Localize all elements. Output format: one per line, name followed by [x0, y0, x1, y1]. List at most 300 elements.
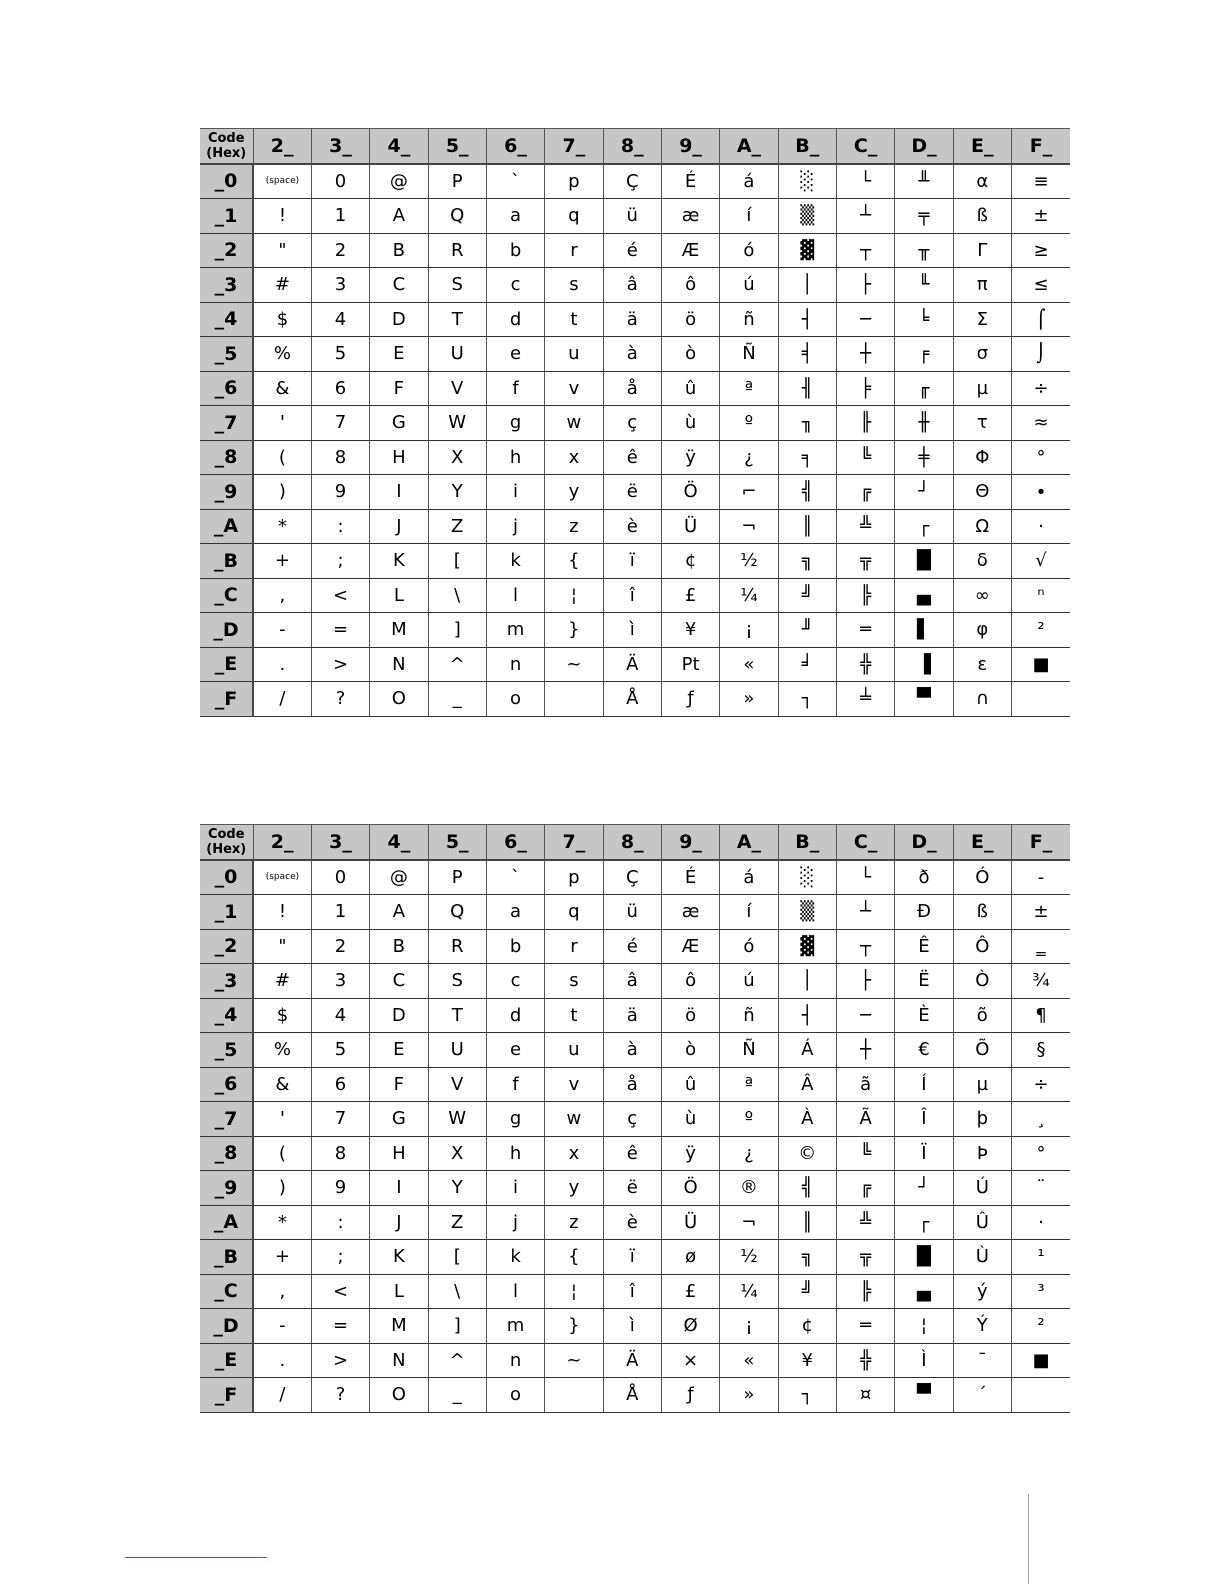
char-cell: d — [486, 998, 544, 1033]
char-cell: ¶ — [1011, 998, 1070, 1033]
char-cell: c — [486, 964, 544, 999]
char-cell: ╓ — [895, 371, 953, 406]
char-cell: . — [253, 647, 311, 682]
char-cell: X — [428, 440, 486, 475]
char-cell: u — [545, 1033, 603, 1068]
char-cell: ∙ — [1011, 475, 1070, 510]
char-cell: þ — [953, 1102, 1011, 1137]
char-cell: o — [486, 1378, 544, 1413]
char-cell: ╔ — [836, 475, 894, 510]
char-cell: & — [253, 371, 311, 406]
char-cell: $ — [253, 302, 311, 337]
code-page-table-1 — [200, 128, 1070, 717]
char-cell: ╡ — [778, 337, 836, 372]
char-cell: & — [253, 1067, 311, 1102]
char-cell: » — [720, 682, 778, 717]
char-cell: e — [486, 1033, 544, 1068]
char-cell: [ — [428, 1240, 486, 1275]
char-cell: ª — [720, 371, 778, 406]
char-cell: ╬ — [836, 1343, 894, 1378]
char-cell: q — [545, 199, 603, 234]
char-cell: g — [486, 406, 544, 441]
char-cell: 8 — [311, 1136, 369, 1171]
char-cell: k — [486, 1240, 544, 1275]
char-cell: ' — [253, 406, 311, 441]
char-cell: I — [370, 475, 428, 510]
char-cell: î — [603, 1274, 661, 1309]
char-cell: R — [428, 233, 486, 268]
char-cell: ╩ — [836, 509, 894, 544]
table-row — [200, 964, 1070, 999]
column-header: 6_ — [486, 129, 544, 164]
char-cell: δ — [953, 544, 1011, 579]
char-cell: C — [370, 964, 428, 999]
char-cell: ▓ — [778, 929, 836, 964]
char-cell: ╠ — [836, 578, 894, 613]
char-cell: L — [370, 578, 428, 613]
char-cell: Ô — [953, 929, 1011, 964]
char-cell: ║ — [778, 1205, 836, 1240]
char-cell: e — [486, 337, 544, 372]
char-cell: x — [545, 440, 603, 475]
table-row — [200, 544, 1070, 579]
char-cell: ¼ — [720, 1274, 778, 1309]
row-header: _8 — [200, 440, 253, 475]
row-header: _9 — [200, 1171, 253, 1206]
row-header: _E — [200, 647, 253, 682]
char-cell: ú — [720, 268, 778, 303]
char-cell: â — [603, 268, 661, 303]
char-cell: # — [253, 964, 311, 999]
char-cell: Î — [895, 1102, 953, 1137]
char-cell: H — [370, 1136, 428, 1171]
table-row — [200, 1343, 1070, 1378]
char-cell: µ — [953, 371, 1011, 406]
char-cell: Å — [603, 1378, 661, 1413]
char-cell: b — [486, 929, 544, 964]
char-cell: Æ — [661, 929, 719, 964]
column-header: C_ — [836, 129, 894, 164]
char-cell — [1011, 682, 1070, 717]
table-row — [200, 1240, 1070, 1275]
char-cell: ; — [311, 1240, 369, 1275]
row-header: _7 — [200, 1102, 253, 1137]
char-cell: f — [486, 1067, 544, 1102]
table-row — [200, 440, 1070, 475]
char-cell: * — [253, 1205, 311, 1240]
char-cell: ÿ — [661, 440, 719, 475]
char-cell: Ø — [661, 1309, 719, 1344]
char-cell: 3 — [311, 964, 369, 999]
char-cell: # — [253, 268, 311, 303]
char-cell: ä — [603, 302, 661, 337]
char-cell: ╧ — [836, 682, 894, 717]
char-cell: ù — [661, 1102, 719, 1137]
char-cell: ≥ — [1011, 233, 1070, 268]
char-cell: ╛ — [778, 647, 836, 682]
char-cell: ▀ — [895, 682, 953, 717]
char-cell: ▄ — [895, 578, 953, 613]
char-cell: ─ — [836, 302, 894, 337]
char-cell: ≤ — [1011, 268, 1070, 303]
char-cell: ) — [253, 475, 311, 510]
table-row — [200, 475, 1070, 510]
char-cell: ▌ — [895, 613, 953, 648]
char-cell: α — [953, 164, 1011, 199]
char-cell: @ — [370, 164, 428, 199]
char-cell: ó — [720, 233, 778, 268]
char-cell — [1011, 1378, 1070, 1413]
table-row — [200, 302, 1070, 337]
char-cell: p — [545, 860, 603, 895]
char-cell: ╖ — [778, 406, 836, 441]
char-cell: ═ — [836, 1309, 894, 1344]
char-cell: â — [603, 964, 661, 999]
row-header: _1 — [200, 199, 253, 234]
char-cell: k — [486, 544, 544, 579]
char-cell: ² — [1011, 613, 1070, 648]
char-cell: ë — [603, 1171, 661, 1206]
char-cell: é — [603, 929, 661, 964]
char-cell: Ç — [603, 164, 661, 199]
char-cell: ê — [603, 440, 661, 475]
char-cell: K — [370, 544, 428, 579]
char-cell: ¦ — [545, 578, 603, 613]
char-cell: \ — [428, 578, 486, 613]
char-cell: s — [545, 268, 603, 303]
char-cell: ¾ — [1011, 964, 1070, 999]
char-cell: ½ — [720, 1240, 778, 1275]
char-cell: E — [370, 337, 428, 372]
char-cell: │ — [778, 268, 836, 303]
char-cell: Ñ — [720, 337, 778, 372]
char-cell: ¬ — [720, 509, 778, 544]
char-cell: { — [545, 1240, 603, 1275]
char-cell: £ — [661, 1274, 719, 1309]
char-cell: å — [603, 1067, 661, 1102]
char-cell: ð — [895, 860, 953, 895]
char-cell: > — [311, 1343, 369, 1378]
char-cell: J — [370, 509, 428, 544]
char-cell — [545, 1378, 603, 1413]
char-cell: O — [370, 682, 428, 717]
char-cell: ( — [253, 1136, 311, 1171]
char-cell: ä — [603, 998, 661, 1033]
char-cell: á — [720, 164, 778, 199]
char-cell: v — [545, 1067, 603, 1102]
char-cell: W — [428, 406, 486, 441]
char-cell: A — [370, 199, 428, 234]
char-cell: ¥ — [661, 613, 719, 648]
char-cell: 3 — [311, 268, 369, 303]
char-cell: ╨ — [895, 164, 953, 199]
char-cell: × — [661, 1343, 719, 1378]
char-cell: à — [603, 1033, 661, 1068]
char-cell: τ — [953, 406, 1011, 441]
char-cell: ╝ — [778, 1274, 836, 1309]
column-header: 7_ — [545, 129, 603, 164]
char-cell: ■ — [1011, 647, 1070, 682]
char-cell: È — [895, 998, 953, 1033]
char-cell: ± — [1011, 895, 1070, 930]
char-cell: m — [486, 1309, 544, 1344]
column-header: 8_ — [603, 129, 661, 164]
char-cell: Å — [603, 682, 661, 717]
char-cell: é — [603, 233, 661, 268]
char-cell: ╜ — [778, 613, 836, 648]
char-cell: ¨ — [1011, 1171, 1070, 1206]
header-row — [200, 825, 1070, 860]
char-cell: g — [486, 1102, 544, 1137]
row-header: _F — [200, 682, 253, 717]
table-row — [200, 1102, 1070, 1137]
table-row — [200, 1136, 1070, 1171]
char-cell: w — [545, 1102, 603, 1137]
char-cell: ─ — [836, 998, 894, 1033]
char-cell — [545, 682, 603, 717]
char-cell: ■ — [1011, 1343, 1070, 1378]
char-cell: % — [253, 337, 311, 372]
char-cell: ( — [253, 440, 311, 475]
char-cell: ù — [661, 406, 719, 441]
char-cell: C — [370, 268, 428, 303]
table-row — [200, 613, 1070, 648]
char-cell: ÷ — [1011, 1067, 1070, 1102]
char-cell: ~ — [545, 1343, 603, 1378]
char-cell: ¤ — [836, 1378, 894, 1413]
char-cell: / — [253, 682, 311, 717]
char-cell: A — [370, 895, 428, 930]
char-cell: , — [253, 578, 311, 613]
char-cell: φ — [953, 613, 1011, 648]
char-cell: ‗ — [1011, 929, 1070, 964]
char-cell: ñ — [720, 998, 778, 1033]
char-cell: p — [545, 164, 603, 199]
char-cell: Í — [895, 1067, 953, 1102]
table-row — [200, 682, 1070, 717]
char-cell: Z — [428, 509, 486, 544]
char-cell: $ — [253, 998, 311, 1033]
margin-rule — [1028, 1494, 1029, 1584]
char-cell: , — [253, 1274, 311, 1309]
char-cell: ∩ — [953, 682, 1011, 717]
row-header: _E — [200, 1343, 253, 1378]
char-cell: µ — [953, 1067, 1011, 1102]
char-cell: ╦ — [836, 544, 894, 579]
char-cell: Ë — [895, 964, 953, 999]
char-cell: ┘ — [895, 1171, 953, 1206]
char-cell: _ — [428, 682, 486, 717]
char-cell: ý — [953, 1274, 1011, 1309]
char-cell: í — [720, 199, 778, 234]
char-cell: : — [311, 1205, 369, 1240]
char-cell: ⁿ — [1011, 578, 1070, 613]
char-cell: 5 — [311, 337, 369, 372]
footnote-rule — [125, 1557, 267, 1558]
char-cell: s — [545, 964, 603, 999]
char-cell: ╘ — [895, 302, 953, 337]
char-cell: z — [545, 509, 603, 544]
char-cell: [ — [428, 544, 486, 579]
char-cell: █ — [895, 1240, 953, 1275]
char-cell: - — [1011, 860, 1070, 895]
char-cell: ñ — [720, 302, 778, 337]
char-cell: ± — [1011, 199, 1070, 234]
char-cell: ] — [428, 1309, 486, 1344]
char-cell: ; — [311, 544, 369, 579]
char-cell: Σ — [953, 302, 1011, 337]
row-header: _5 — [200, 337, 253, 372]
char-cell: § — [1011, 1033, 1070, 1068]
char-cell: ` — [486, 860, 544, 895]
column-header: B_ — [778, 129, 836, 164]
char-cell: ô — [661, 268, 719, 303]
char-cell: Ñ — [720, 1033, 778, 1068]
char-cell: Φ — [953, 440, 1011, 475]
table-body — [200, 860, 1070, 1413]
char-cell: v — [545, 371, 603, 406]
char-cell: ╫ — [895, 406, 953, 441]
char-cell: 1 — [311, 895, 369, 930]
char-cell: Ö — [661, 1171, 719, 1206]
char-cell: / — [253, 1378, 311, 1413]
row-header: _0 — [200, 860, 253, 895]
char-cell: ¹ — [1011, 1240, 1070, 1275]
column-header: 5_ — [428, 129, 486, 164]
char-cell: ö — [661, 998, 719, 1033]
row-header: _8 — [200, 1136, 253, 1171]
char-cell: U — [428, 1033, 486, 1068]
char-cell: ï — [603, 1240, 661, 1275]
char-cell: (space) — [253, 164, 311, 199]
char-cell: │ — [778, 964, 836, 999]
char-cell: 1 — [311, 199, 369, 234]
row-header: _5 — [200, 1033, 253, 1068]
column-header: 4_ — [370, 825, 428, 860]
char-cell: ╗ — [778, 1240, 836, 1275]
char-cell: j — [486, 1205, 544, 1240]
char-cell: è — [603, 1205, 661, 1240]
char-cell: £ — [661, 578, 719, 613]
char-cell: f — [486, 371, 544, 406]
char-cell: ® — [720, 1171, 778, 1206]
char-cell: ê — [603, 1136, 661, 1171]
char-cell: ▒ — [778, 199, 836, 234]
char-cell: ╣ — [778, 475, 836, 510]
char-cell: ! — [253, 895, 311, 930]
char-cell: 2 — [311, 929, 369, 964]
char-cell: x — [545, 1136, 603, 1171]
table-row — [200, 1033, 1070, 1068]
char-cell: ┴ — [836, 199, 894, 234]
char-cell: ú — [720, 964, 778, 999]
char-cell: z — [545, 1205, 603, 1240]
table-row — [200, 268, 1070, 303]
char-cell: Ù — [953, 1240, 1011, 1275]
char-cell: G — [370, 406, 428, 441]
column-header: 2_ — [253, 129, 311, 164]
char-cell: ° — [1011, 1136, 1070, 1171]
table-row — [200, 337, 1070, 372]
char-cell: t — [545, 302, 603, 337]
char-cell: ¯ — [953, 1343, 1011, 1378]
char-cell: Ü — [661, 509, 719, 544]
char-cell: 7 — [311, 406, 369, 441]
char-cell: ß — [953, 199, 1011, 234]
char-cell: ò — [661, 1033, 719, 1068]
char-cell: ╦ — [836, 1240, 894, 1275]
column-header: 3_ — [311, 129, 369, 164]
char-cell: ü — [603, 895, 661, 930]
char-cell: Ä — [603, 647, 661, 682]
char-cell: 6 — [311, 1067, 369, 1102]
char-cell: ò — [661, 337, 719, 372]
char-cell: y — [545, 1171, 603, 1206]
char-cell: π — [953, 268, 1011, 303]
char-cell: ' — [253, 1102, 311, 1137]
char-cell: O — [370, 1378, 428, 1413]
char-cell: É — [661, 860, 719, 895]
column-header: D_ — [895, 129, 953, 164]
char-cell: a — [486, 199, 544, 234]
char-cell: ║ — [778, 509, 836, 544]
char-cell: W — [428, 1102, 486, 1137]
column-header: E_ — [953, 825, 1011, 860]
char-cell: ß — [953, 895, 1011, 930]
char-cell: Y — [428, 475, 486, 510]
table-row — [200, 578, 1070, 613]
char-cell: õ — [953, 998, 1011, 1033]
row-header: _D — [200, 613, 253, 648]
char-cell: ▄ — [895, 1274, 953, 1309]
row-header: _F — [200, 1378, 253, 1413]
char-cell: 4 — [311, 998, 369, 1033]
char-cell: ┌ — [895, 1205, 953, 1240]
char-cell: o — [486, 682, 544, 717]
char-cell: Á — [778, 1033, 836, 1068]
row-header: _7 — [200, 406, 253, 441]
char-cell: Ä — [603, 1343, 661, 1378]
row-header: _9 — [200, 475, 253, 510]
char-cell: ┤ — [778, 998, 836, 1033]
char-cell: ^ — [428, 1343, 486, 1378]
table-row — [200, 371, 1070, 406]
column-header: 8_ — [603, 825, 661, 860]
char-cell: w — [545, 406, 603, 441]
char-cell: F — [370, 371, 428, 406]
char-cell: ╠ — [836, 1274, 894, 1309]
char-cell: ┼ — [836, 1033, 894, 1068]
char-cell: _ — [428, 1378, 486, 1413]
char-cell: l — [486, 1274, 544, 1309]
table-row — [200, 406, 1070, 441]
char-cell: Ü — [661, 1205, 719, 1240]
char-cell: t — [545, 998, 603, 1033]
char-cell: + — [253, 544, 311, 579]
char-cell: Q — [428, 199, 486, 234]
char-cell: º — [720, 1102, 778, 1137]
char-cell: à — [603, 337, 661, 372]
column-header: 4_ — [370, 129, 428, 164]
table-row — [200, 647, 1070, 682]
char-cell: ƒ — [661, 682, 719, 717]
char-cell: D — [370, 302, 428, 337]
column-header: 2_ — [253, 825, 311, 860]
row-header: _0 — [200, 164, 253, 199]
char-cell: r — [545, 233, 603, 268]
char-cell: ∞ — [953, 578, 1011, 613]
table-row — [200, 1274, 1070, 1309]
